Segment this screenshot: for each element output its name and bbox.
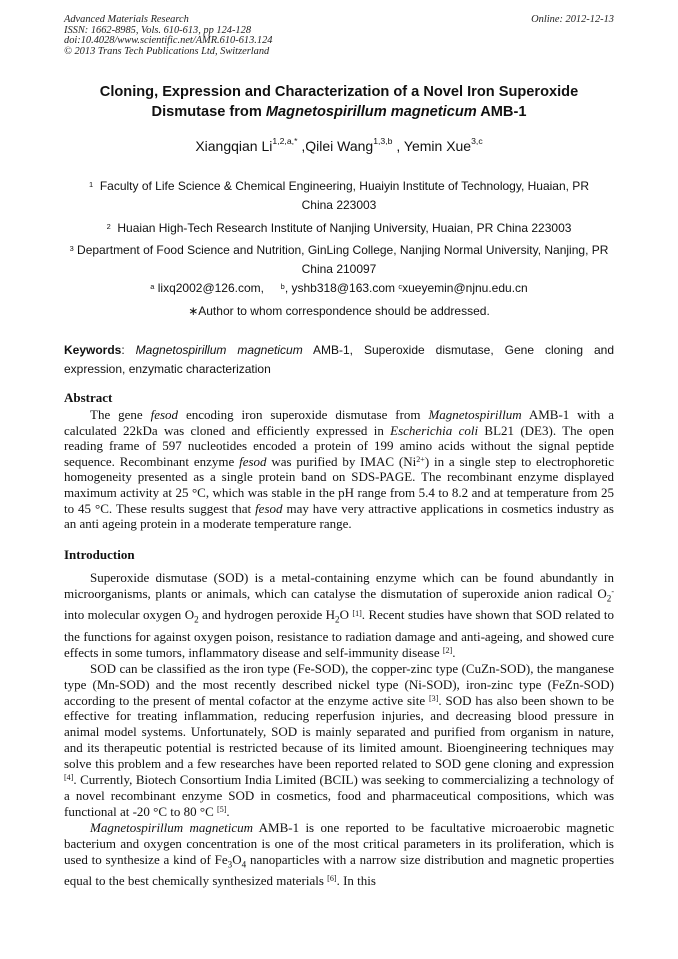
author-list xyxy=(64,138,614,154)
doi-line: doi:10.4028/www.scientific.net/AMR.610-613.124 xyxy=(64,35,273,47)
correspondence-note: ∗Author to whom correspondence should be addressed. xyxy=(188,304,490,318)
affiliation-3 xyxy=(60,241,618,278)
journal-header xyxy=(64,15,272,57)
title-text: Dismutase from xyxy=(151,103,266,120)
citation[interactable]: [5] xyxy=(217,805,227,815)
affiliation-text: Huaian High-Tech Research Institute of Nanjing University, Huaian, PR China 223003 xyxy=(117,221,572,235)
keywords-species: Magnetospirillum magneticum xyxy=(135,343,303,357)
abstract-paragraph: The gene fesod encoding iron superoxide dismutase from Magnetospirillum AMB-1 with a calculated 22kDa was cloned and efficiently expressed in Escherichia coli BL21 (DE3). The open reading frame of 597 nucleotides encoded a protein of 199 amino acids without the signal peptide sequence. Recombinant enzyme fesod was purified by IMAC $(Ni^{2+})$ in a single step to electrophoretic homogeneity presented as a single protein band on SDS-PAGE. The recombinant enzyme displayed maximum activity at 25 °C, which was stable in the pH range from 5.4 to 8.2 and at temperature from 25 to 45 °C. These results suggest that fesod may have very attractive applications in cosmetics industry as an anti ageing protein in a moderate temperature range. xyxy=(64,407,614,532)
email-sup: a xyxy=(150,281,155,291)
email-sup: b xyxy=(280,281,285,291)
copyright-line: © 2013 Trans Tech Publications Ltd, Switzerland xyxy=(64,45,270,57)
title-text-end: AMB-1 xyxy=(476,103,527,120)
journal-name: Advanced Materials Research xyxy=(64,14,189,25)
intro-paragraph-2: SOD can be classified as the iron type (Fe-SOD), the copper-zinc type (CuZn-SOD), the manganese type (Mn-SOD) and the most recently described nickel type (Ni-SOD), iron-zinc type (FeZn-SOD) according to the present of mental cofactor at the enzyme active site [3]. SOD has also been shown to be effective for treating inflammation, reducing reperfusion injuries, and decreasing blood pressure in animal model systems. Unfortunately, SOD is mainly separated and purified from organism in nature, and its therapeutic potential is restricted because of its limited amount. Bioengineering techniques may solve this problem and a few researches have been reported related to SOD gene cloning and expression [4]. Currently, Biotech Consortium India Limited (BCIL) was seeking to commercializing a technology of a novel recombinant enzyme SOD in cosmetics, food and pharmaceutical compositions, which was functional at -20 °C to 80 °C [5]. xyxy=(64,660,614,819)
email-address[interactable]: lixq2002@126.com, xyxy=(157,281,264,295)
abstract-body xyxy=(64,407,614,532)
affiliation-number: 2 xyxy=(106,221,111,231)
keywords-list: AMB-1, Superoxide dismutase, Gene cloning and expression, enzymatic characterization xyxy=(64,343,614,376)
introduction-heading: Introduction xyxy=(64,547,135,562)
affiliation-number: 1 xyxy=(89,179,94,189)
citation[interactable]: [4] xyxy=(64,773,74,783)
email-sup: c xyxy=(398,281,403,291)
affiliation-number: 3 xyxy=(69,243,74,253)
citation[interactable]: [6] xyxy=(327,874,337,884)
citation[interactable]: [3] xyxy=(429,693,439,703)
title-line-2 xyxy=(64,103,614,123)
citation[interactable]: [1] xyxy=(352,608,362,618)
author-affil-sup: 1,3,b xyxy=(373,136,393,147)
citation[interactable]: [2] xyxy=(442,646,453,656)
intro-paragraph-1: Superoxide dismutase (SOD) is a metal-containing enzyme which can be found abundantly in microorganisms, plants or animals, which can catalyse the dismutation of superoxide anion radical $O_2^-$ into molecular oxygen $O_2$ and hydrogen peroxide $H_2O$ [1]. Recent studies have shown that SOD related to the functions for against oxygen poison, resistance to radiation damage and anti-ageing, and showed cure effects in some tumors, inflammatory disease and self-immunity disease [2]. xyxy=(64,570,614,660)
keywords-sep: : xyxy=(121,343,136,357)
author-name: , Yemin Xue xyxy=(392,138,472,154)
abstract-heading: Abstract xyxy=(64,390,113,405)
affiliation-text: Faculty of Life Science & Chemical Engineering, Huaiyin Institute of Technology, Huaian, PR China 223003 xyxy=(99,179,589,212)
introduction-body xyxy=(64,570,614,889)
author-affil-sup: 3,c xyxy=(471,136,483,147)
title-species: Magnetospirillum magneticum xyxy=(265,103,477,120)
email-address[interactable]: xueyemin@njnu.edu.cn xyxy=(402,281,528,295)
title-line-1: Cloning, Expression and Characterization of a Novel Iron Superoxide xyxy=(99,84,579,100)
email-address[interactable]: , yshb318@163.com xyxy=(284,281,396,295)
author-affil-sup: 1,2,a,* xyxy=(272,136,298,147)
issn-line: ISSN: 1662-8985, Vols. 610-613, pp 124-128 xyxy=(64,24,252,36)
email-line xyxy=(60,279,618,298)
paper-title xyxy=(64,83,614,122)
author-name: ,Qilei Wang xyxy=(297,138,374,154)
keywords xyxy=(64,341,614,378)
affiliation-2 xyxy=(60,219,618,238)
online-date: Online: 2012-12-13 xyxy=(531,14,614,25)
keywords-label: Keywords xyxy=(64,343,122,357)
author-name: Xiangqian Li xyxy=(195,138,273,154)
intro-paragraph-3: Magnetospirillum magneticum AMB-1 is one reported to be facultative microaerobic magnetic bacterium and oxygen concentration is one of the most critical parameters in its proliferation, which is used to synthesize a kind of $Fe_3O_4$ nanoparticles with a narrow size distribution and magnetic properties equal to the best chemically synthesized materials [6]. In this xyxy=(64,819,614,889)
affiliation-text: Department of Food Science and Nutrition, GinLing College, Nanjing Normal University, Nanjing, PR China 210097 xyxy=(77,243,609,276)
affiliation-1 xyxy=(60,177,618,214)
